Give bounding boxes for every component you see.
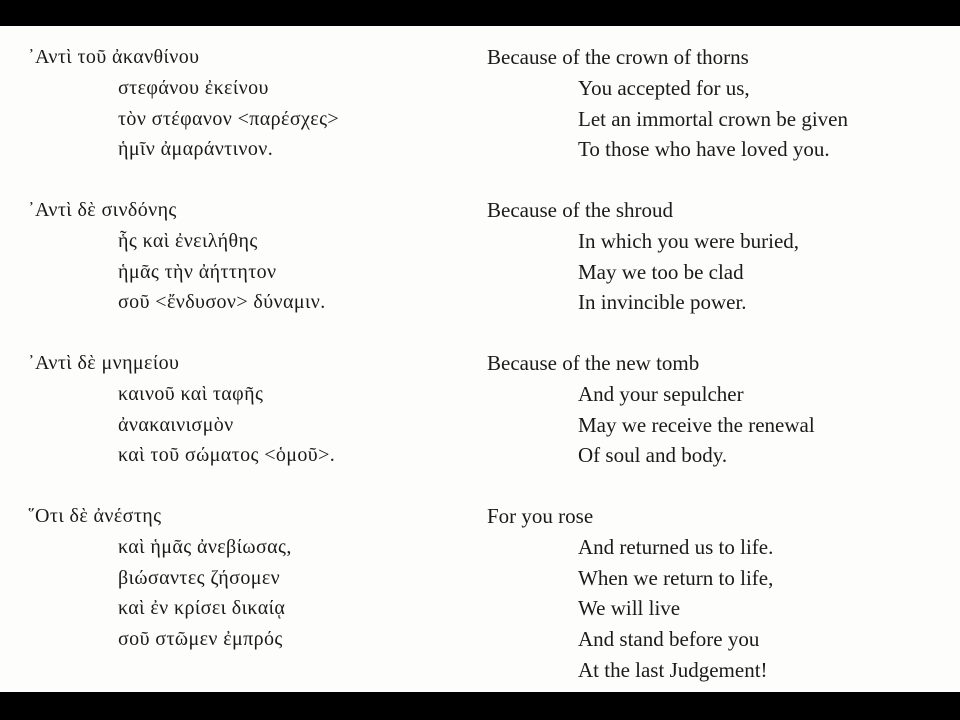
english-line: Of soul and body. bbox=[578, 443, 728, 468]
english-line: For you rose bbox=[487, 504, 594, 528]
greek-line: τὸν στέφανον <παρέσχες> bbox=[118, 107, 340, 130]
greek-line: βιώσαντες ζήσομεν bbox=[118, 566, 281, 589]
english-line: At the last Judgement! bbox=[578, 657, 768, 682]
english-line: In which you were buried, bbox=[578, 228, 800, 253]
greek-line: σοῦ <ἔνδυσον> δύναμιν. bbox=[118, 291, 326, 314]
greek-line: καὶ τοῦ σώματος <ὁμοῦ>. bbox=[118, 444, 336, 467]
scanned-page bbox=[0, 26, 960, 692]
english-line: You accepted for us, bbox=[578, 75, 750, 100]
greek-line: ᾿Αντὶ δὲ μνημείου bbox=[28, 352, 180, 374]
greek-stanza-3 bbox=[28, 348, 468, 501]
english-stanza-4 bbox=[487, 501, 947, 691]
greek-stanza-1 bbox=[28, 42, 468, 195]
english-line: Let an immortal crown be given bbox=[578, 106, 848, 131]
greek-text-column bbox=[28, 42, 468, 691]
english-line: And stand before you bbox=[578, 627, 760, 652]
english-stanza-1 bbox=[487, 42, 947, 195]
greek-stanza-2 bbox=[28, 195, 468, 348]
english-line: And returned us to life. bbox=[578, 534, 774, 559]
greek-line: ἀνακαινισμὸν bbox=[118, 413, 234, 436]
english-line: We will live bbox=[578, 596, 681, 621]
greek-line: καὶ ἐν κρίσει δικαίᾳ bbox=[118, 597, 286, 620]
english-line: Because of the shroud bbox=[487, 198, 674, 222]
english-line: When we return to life, bbox=[578, 565, 774, 590]
greek-stanza-4 bbox=[28, 501, 468, 691]
english-line: To those who have loved you. bbox=[578, 137, 830, 162]
english-translation-column bbox=[487, 42, 947, 691]
greek-line: σοῦ στῶμεν ἐμπρός bbox=[118, 628, 283, 651]
english-line: Because of the crown of thorns bbox=[487, 45, 749, 69]
english-stanza-3 bbox=[487, 348, 947, 501]
english-line: In invincible power. bbox=[578, 290, 747, 315]
english-stanza-2 bbox=[487, 195, 947, 348]
greek-line: ᾿Αντὶ τοῦ ἀκανθίνου bbox=[28, 46, 200, 68]
greek-line: στεφάνου ἐκείνου bbox=[118, 76, 269, 99]
greek-line: ἡμῖν ἀμαράντινον. bbox=[118, 138, 274, 161]
greek-line: ῞Οτι δὲ ἀνέστης bbox=[28, 505, 162, 527]
greek-line: καινοῦ καὶ ταφῆς bbox=[118, 382, 264, 405]
greek-line: ἧς καὶ ἐνειλήθης bbox=[118, 229, 258, 252]
english-line: May we receive the renewal bbox=[578, 412, 815, 437]
greek-line: καὶ ἡμᾶς ἀνεβίωσας, bbox=[118, 535, 292, 558]
greek-line: ἡμᾶς τὴν ἀήττητον bbox=[118, 260, 277, 283]
english-line: May we too be clad bbox=[578, 259, 744, 284]
english-line: And your sepulcher bbox=[578, 381, 744, 406]
greek-line: ᾿Αντὶ δὲ σινδόνης bbox=[28, 199, 177, 221]
english-line: Because of the new tomb bbox=[487, 351, 700, 375]
